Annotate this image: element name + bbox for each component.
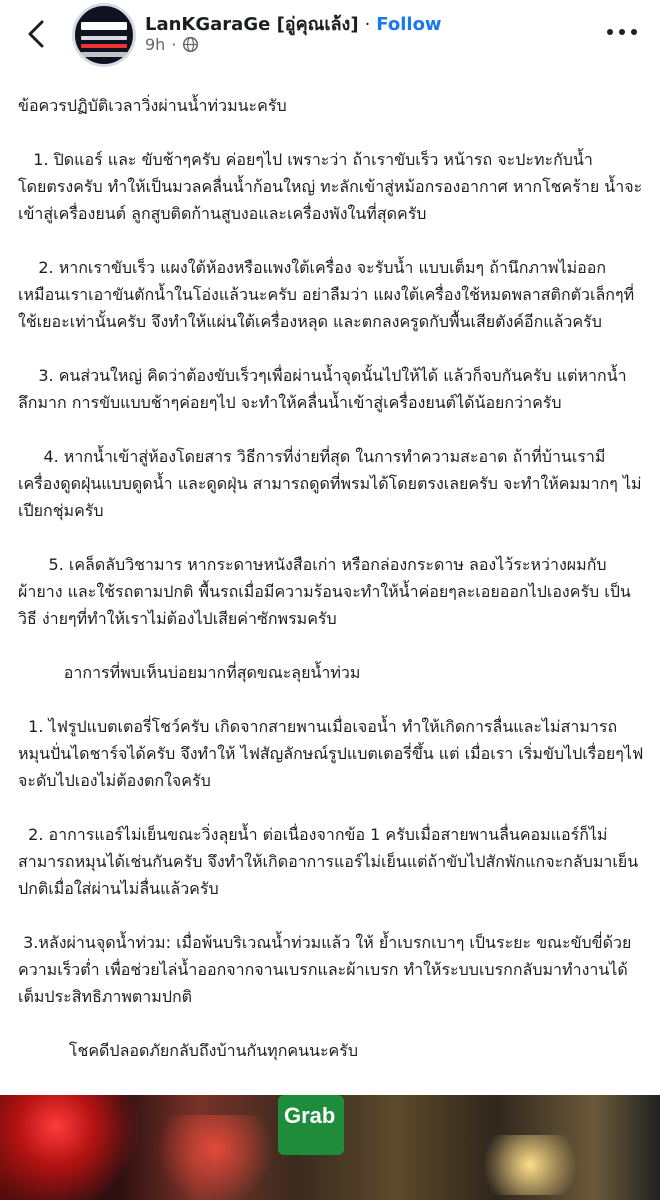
post-paragraph-5: 5. เคล็ดลับวิชามาร หากระดาษหนังสือเก่า หรือกล่องกระดาษ ลองไว้ระหว่างผมกับผ้ายาง และใช้รถตามปกติ พื้นรถเมื่อมีความร้อนจะทำให้น้ำค่อยๆละเอยออกไปเองครับ เป็นวิธี ง่ายๆที่ทำให้เราไม่ต้องไปเสียค่าซักพรมครับ — [18, 555, 631, 628]
post-paragraph-2: 2. หากเราขับเร็ว แผงใต้ห้องหรือแพงใต้เครื่อง จะรับน้ำ แบบเต็มๆ ถ้านึกภาพไม่ออก เหมือนเราเอาขันตักน้ำในโอ่งแล้วนะครับ อย่าลืมว่า แผงใต้เครื่องใช้หมดพลาสติกตัวเล็กๆที่ใช้เยอะเท่านั้นครับ จึงทำให้แผ่นใต้เครื่องหลุด และตกลงครูดกับพื้นเสียตังค์อีกแล้วครับ — [18, 258, 635, 331]
author-name[interactable]: LanKGaraGe [อู่คุณเล้ง] — [145, 14, 359, 35]
post-closing: โชคดีปลอดภัยกลับถึงบ้านกันทุกคนนะครับ — [18, 1041, 358, 1060]
post-paragraph-3: 3. คนส่วนใหญ่ คิดว่าต้องขับเร็วๆเพื่อผ่านน้ำจุดนั้นไปให้ได้ แล้วก็จบกันครับ แต่หากน้ำลึกมาก การขับแบบช้าๆค่อยๆไป จะทำให้คลื่นน้ำเข้าสู่เครื่องยนต์ได้น้อยกว่าครับ — [18, 366, 627, 412]
post-header — [0, 0, 660, 72]
post-symptom-3: 3.หลังผ่านจุดน้ำท่วม: เมื่อพ้นบริเวณน้ำท่วมแล้ว ให้ ย้ำเบรกเบาๆ เป็นระยะ ขณะขับขี่ด้วยความเร็วต่ำ เพื่อช่วยไล่น้ำออกจากจานเบรกและผ้าเบรก ทำให้ระบบเบรกกลับมาทำงานได้เต็มประสิทธิภาพตามปกติ — [18, 933, 632, 1006]
post-meta — [145, 35, 199, 54]
separator-dot: · — [364, 14, 371, 35]
post-body — [18, 92, 646, 1064]
post-symptom-1: 1. ไฟรูปแบตเตอรี่โชว์ครับ เกิดจากสายพานเมื่อเจอน้ำ ทำให้เกิดการลื่นและไม่สามารถหมุนปั่นไดชาร์จได้ครับ จึงทำให้ ไฟสัญลักษณ์รูปแบตเตอรี่ขึ้น แต่ เมื่อเรา เริ่มขับไปเรื่อยๆไฟจะดับไปเองไม่ต้องตกใจครับ — [18, 717, 644, 790]
meta-separator: · — [171, 35, 177, 54]
back-button[interactable] — [18, 14, 54, 54]
post-paragraph-4: 4. หากน้ำเข้าสู่ห้องโดยสาร วิธีการที่ง่ายที่สุด ในการทำความสะอาด ถ้าที่บ้านเรามีเครื่องดูดฝุ่นแบบดูดน้ำ และดูดฝุ่น สามารถดูดที่พรมได้โดยตรงเลยครับ จะทำให้คมมากๆ ไม่เปียกชุ่มครับ — [18, 447, 642, 520]
more-options-button[interactable] — [605, 22, 639, 42]
post-photo[interactable] — [0, 1095, 660, 1200]
author-avatar[interactable] — [72, 3, 136, 67]
post-paragraph-title: ข้อควรปฏิบัติเวลาวิ่งผ่านน้ำท่วมนะครับ — [18, 96, 287, 115]
follow-button[interactable]: Follow — [376, 14, 442, 35]
post-paragraph-1: 1. ปิดแอร์ และ ขับช้าๆครับ ค่อยๆไป เพราะว่า ถ้าเราขับเร็ว หน้ารถ จะปะทะกับน้ำโดยตรงครับ ทำให้เป็นมวลคลื่นน้ำก้อนใหญ่ ทะลักเข้าสู่หม้อกรองอากาศ หากโชคร้าย น้ำจะเข้าสู่เครื่องยนต์ ลูกสูบติดก้านสูบงอและเครื่องพังในที่สุดครับ — [18, 150, 643, 223]
author-line — [145, 9, 442, 38]
more-horizontal-icon — [605, 22, 639, 42]
post-symptom-2: 2. อาการแอร์ไม่เย็นขณะวิ่งลุยน้ำ ต่อเนื่องจากข้อ 1 ครับเมื่อสายพานลื่นคอมแอร์ก็ไม่สามารถหมุนได้เช่นกันครับ จึงทำให้เกิดอาการแอร์ไม่เย็นแต่ถ้าขับไปสักพักแกจะกลับมาเย็นปกติเมื่อใส่ผ่านไม่ลื่นแล้วครับ — [18, 825, 639, 898]
post-subheading: อาการที่พบเห็นบ่อยมากที่สุดขณะลุยน้ำท่วม — [18, 663, 361, 682]
grab-sign-text: Grab — [284, 1103, 336, 1128]
post-time[interactable]: 9h — [145, 35, 166, 54]
globe-icon — [182, 36, 199, 53]
chevron-left-icon — [18, 14, 54, 54]
